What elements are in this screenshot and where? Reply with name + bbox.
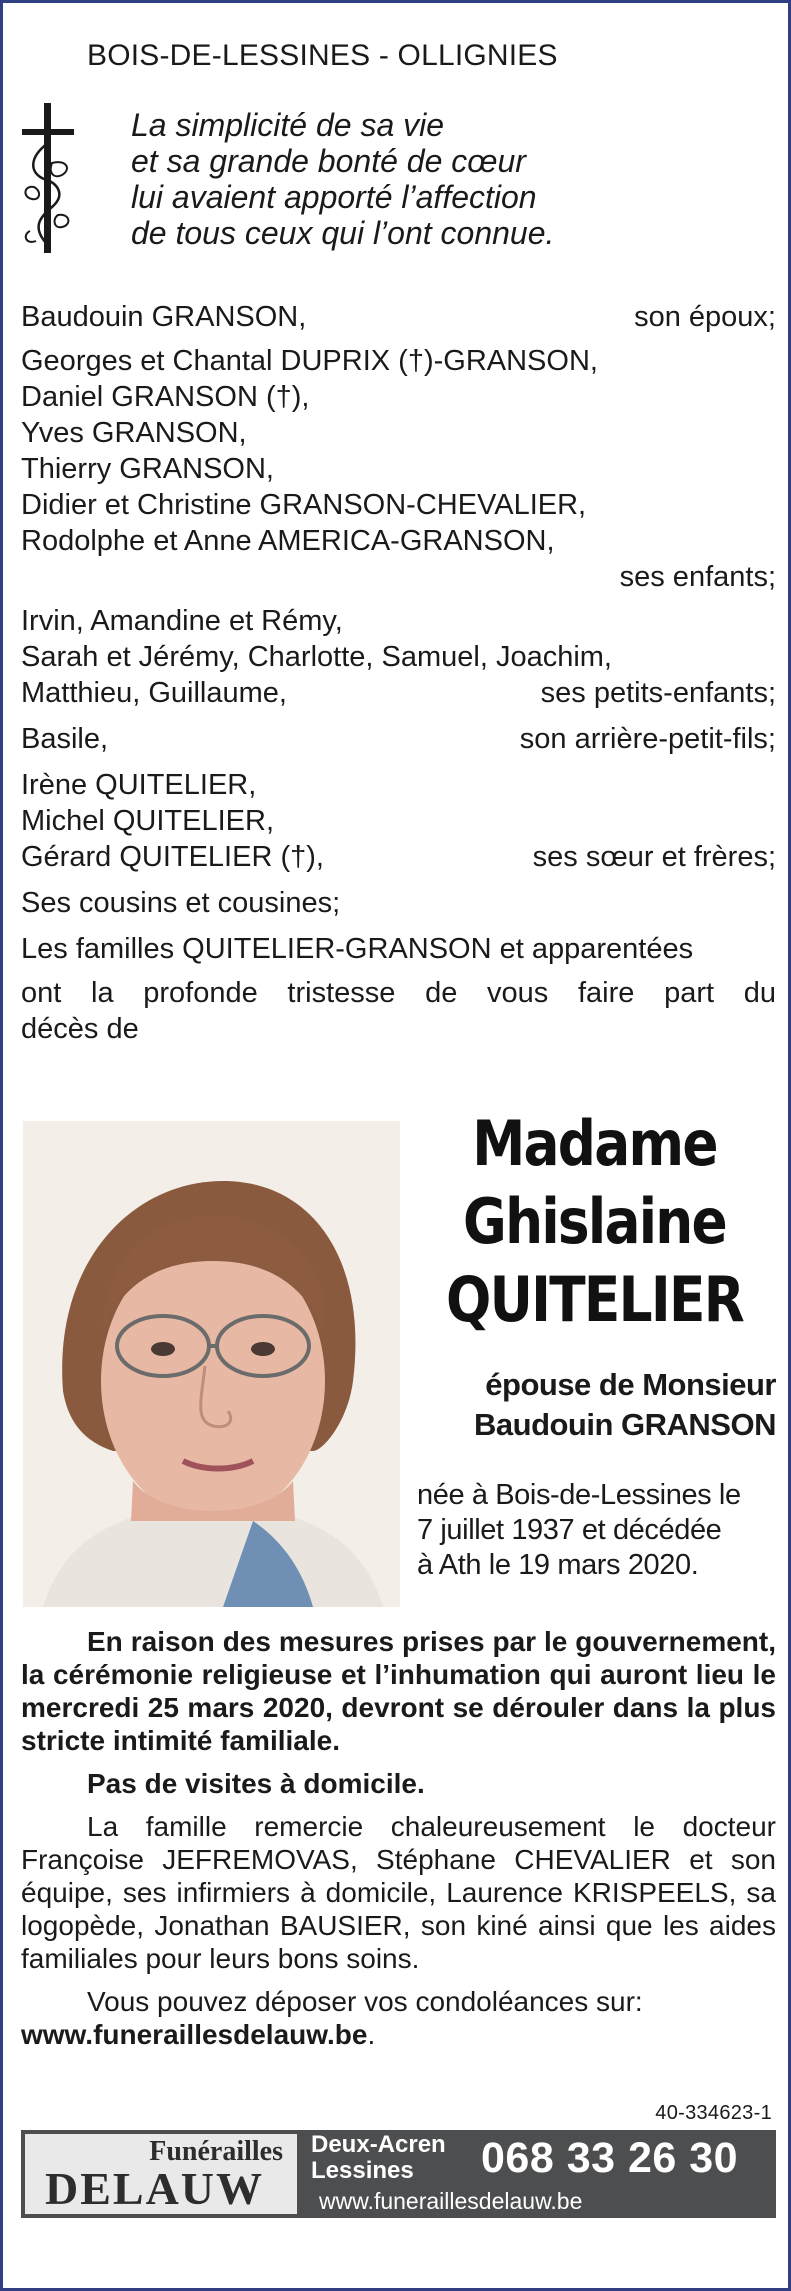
reference-number: 40-334623-1 <box>655 2102 772 2124</box>
sibling-line <box>21 839 776 875</box>
quote-line: La simplicité de sa vie <box>131 107 445 143</box>
dates-line: à Ath le 19 mars 2020. <box>417 1549 699 1581</box>
dates-line: 7 juillet 1937 et décédée <box>417 1514 722 1546</box>
birth-death-dates <box>417 1478 776 1583</box>
deceased-last-name: QUITELIER <box>445 1263 744 1336</box>
child-line: Didier et Christine GRANSON-CHEVALIER, <box>21 489 587 521</box>
grandchildren-role: ses petits-enfants; <box>540 677 776 709</box>
logo-top-text: Funérailles <box>149 2136 283 2167</box>
grandchildren-group <box>21 603 776 711</box>
funeral-home-logo <box>25 2134 297 2214</box>
dates-line: née à Bois-de-Lessines le <box>417 1479 741 1511</box>
deceased-name-block <box>413 1105 776 1339</box>
spouse-name: Baudouin GRANSON, <box>21 301 307 333</box>
child-line: Thierry GRANSON, <box>21 453 274 485</box>
siblings-role: ses sœur et frères; <box>532 841 776 873</box>
spouse-role: son époux; <box>634 301 776 333</box>
spouse-of-block <box>413 1365 776 1445</box>
deceased-title: Madame <box>472 1107 717 1180</box>
memorial-quote <box>131 107 691 251</box>
announce-line-end: décès de <box>21 1013 139 1045</box>
cousins-line: Ses cousins et cousines; <box>21 887 341 919</box>
sibling-line: Irène QUITELIER, <box>21 769 257 801</box>
notice-body <box>21 1625 776 2051</box>
families-line: Les familles QUITELIER-GRANSON et apparentées <box>21 933 694 965</box>
siblings-group <box>21 767 776 875</box>
locality-header: BOIS-DE-LESSINES - OLLIGNIES <box>87 39 558 72</box>
family-list <box>21 299 776 1047</box>
website-suffix: . <box>367 2019 376 2050</box>
child-line: Rodolphe et Anne AMERICA-GRANSON, <box>21 525 555 557</box>
quote-line: et sa grande bonté de cœur <box>131 143 526 179</box>
funeral-home-banner <box>21 2130 776 2218</box>
grandchild-line: Irvin, Amandine et Rémy, <box>21 605 343 637</box>
funeral-home-phone[interactable]: 068 33 26 30 <box>481 2134 739 2182</box>
child-line: Daniel GRANSON (†), <box>21 381 310 413</box>
child-line: Georges et Chantal DUPRIX (†)-GRANSON, <box>21 345 598 377</box>
thanks-paragraph: La famille remercie chaleureusement le docteur Françoise JEFREMOVAS, Stéphane CHEVALIER et son équipe, ses infirmiers à domicile, Laurence KRISPEELS, sa logopède, Jonathan BAUSIER, son kiné ainsi que les aides familiales pour leurs bons soins. <box>21 1811 776 1974</box>
grandchild-line <box>21 675 776 711</box>
great-grandchild-role: son arrière-petit-fils; <box>519 723 776 755</box>
spouse-of-name: Baudouin GRANSON <box>474 1407 776 1442</box>
condolences-line: Vous pouvez déposer vos condoléances sur: <box>87 1986 643 2017</box>
great-grandchild-name: Basile, <box>21 723 109 755</box>
spouse-of-line: épouse de Monsieur <box>485 1367 776 1402</box>
no-visits-notice: Pas de visites à domicile. <box>87 1768 425 1799</box>
location-line: Deux-Acren <box>311 2131 446 2158</box>
great-grandchild-line <box>21 721 776 757</box>
website-link[interactable]: www.funeraillesdelauw.be <box>21 2019 368 2050</box>
children-group <box>21 343 776 595</box>
child-line: Yves GRANSON, <box>21 417 247 449</box>
sibling-last: Gérard QUITELIER (†), <box>21 841 324 873</box>
deceased-first-name: Ghislaine <box>463 1185 726 1258</box>
deceased-portrait <box>23 1121 400 1607</box>
grandchild-last: Matthieu, Guillaume, <box>21 677 287 709</box>
quote-line: lui avaient apporté l’affection <box>131 179 537 215</box>
portrait-illustration <box>23 1121 400 1607</box>
funeral-home-url[interactable]: www.funeraillesdelauw.be <box>319 2188 583 2214</box>
grandchild-line: Sarah et Jérémy, Charlotte, Samuel, Joachim, <box>21 641 612 673</box>
ceremony-notice: En raison des mesures prises par le gouvernement, la cérémonie religieuse et l’inhumation qui auront lieu le mercredi 25 mars 2020, devront se dérouler dans la plus stricte intimité familiale. <box>21 1626 776 1756</box>
website-line <box>21 2018 776 2051</box>
announce-line: ont la profonde tristesse de vous faire part du <box>21 977 776 1009</box>
spouse-line <box>21 299 776 335</box>
location-line: Lessines <box>311 2157 414 2184</box>
logo-bottom-text: DELAUW <box>45 2163 265 2214</box>
children-role: ses enfants; <box>619 561 776 593</box>
sibling-line: Michel QUITELIER, <box>21 805 274 837</box>
quote-line: de tous ceux qui l’ont connue. <box>131 215 555 251</box>
cross-with-rose-icon <box>18 103 78 253</box>
